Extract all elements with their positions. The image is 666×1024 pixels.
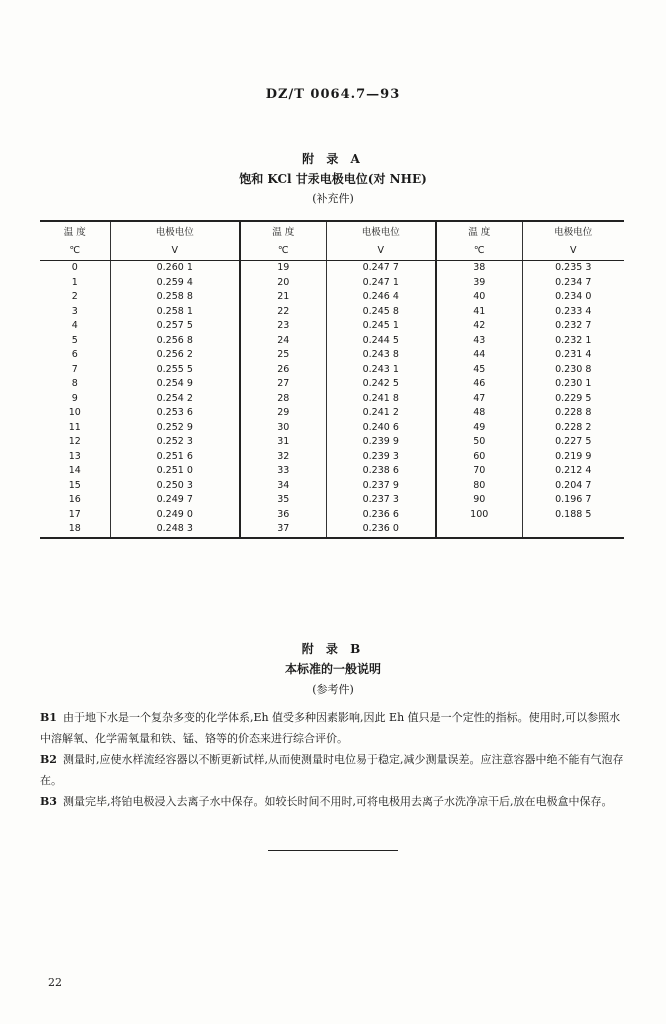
- table-row: [40, 464, 624, 479]
- temperature-cell: 25: [240, 348, 326, 363]
- potential-cell: 0.235 3: [522, 261, 624, 276]
- col-unit-temp: ℃: [40, 242, 110, 261]
- potential-cell: 0.231 4: [522, 348, 624, 363]
- temperature-cell: 34: [240, 479, 326, 494]
- electrode-potential-table: [40, 220, 624, 539]
- table-row: [40, 261, 624, 276]
- potential-cell: 0.260 1: [110, 261, 240, 276]
- potential-cell: 0.241 8: [326, 392, 436, 407]
- temperature-cell: 36: [240, 508, 326, 523]
- table-header-row: [40, 221, 624, 242]
- temperature-cell: 5: [71, 334, 78, 346]
- temperature-cell: 44: [436, 348, 522, 363]
- col-header-temp: 温 度: [436, 221, 522, 242]
- temperature-cell: 46: [436, 377, 522, 392]
- potential-cell: 0.256 8: [110, 334, 240, 349]
- paragraph-text: 测量时,应使水样流经容器以不断更新试样,从而使测量时电位易于稳定,减少测量误差。应注意容器中绝不能有气泡存在。: [40, 753, 624, 787]
- temperature-cell: 12: [68, 436, 81, 448]
- paragraph-label: B3: [40, 795, 57, 808]
- potential-cell: 0.247 1: [326, 276, 436, 291]
- potential-cell: 0.234 7: [522, 276, 624, 291]
- potential-cell: 0.255 5: [110, 363, 240, 378]
- temperature-cell: 13: [68, 450, 81, 462]
- temperature-cell: 26: [240, 363, 326, 378]
- potential-cell: 0.204 7: [522, 479, 624, 494]
- paragraph-b1: [40, 707, 630, 749]
- table-row: [40, 348, 624, 363]
- appendix-b-subtitle: 本标准的一般说明: [284, 662, 381, 676]
- col-header-potential: 电极电位: [110, 221, 240, 242]
- potential-cell: 0.259 4: [110, 276, 240, 291]
- appendix-a-note: (补充件): [312, 192, 354, 205]
- potential-cell: 0.239 3: [326, 450, 436, 465]
- temperature-cell: 23: [240, 319, 326, 334]
- temperature-cell: 6: [71, 349, 78, 361]
- potential-cell: 0.229 5: [522, 392, 624, 407]
- col-unit-potential: V: [522, 242, 624, 261]
- temperature-cell: 80: [436, 479, 522, 494]
- col-header-temp: 温 度: [240, 221, 326, 242]
- potential-cell: 0.253 6: [110, 406, 240, 421]
- temperature-cell: 4: [71, 320, 78, 332]
- appendix-a-subtitle: 饱和 KCl 甘汞电极电位(对 NHE): [239, 172, 427, 186]
- paragraph-label: B1: [40, 711, 57, 724]
- col-unit-temp: ℃: [240, 242, 326, 261]
- temperature-cell: 30: [240, 421, 326, 436]
- temperature-cell: 60: [436, 450, 522, 465]
- temperature-cell: 41: [436, 305, 522, 320]
- temperature-cell: 17: [68, 508, 81, 520]
- potential-cell: 0.188 5: [522, 508, 624, 523]
- page-number: 22: [48, 976, 62, 989]
- table-row: [40, 334, 624, 349]
- appendix-b-body: [40, 707, 630, 812]
- end-rule: [268, 850, 398, 851]
- table-row: [40, 305, 624, 320]
- table-row: [40, 363, 624, 378]
- potential-cell: 0.241 2: [326, 406, 436, 421]
- temperature-cell: 32: [240, 450, 326, 465]
- potential-cell: 0.258 8: [110, 290, 240, 305]
- temperature-cell: 31: [240, 435, 326, 450]
- appendix-b-title: 附 录 B: [301, 642, 365, 656]
- table-row: [40, 508, 624, 523]
- appendix-b-note: (参考件): [312, 683, 354, 696]
- potential-cell: 0.234 0: [522, 290, 624, 305]
- table-row: [40, 421, 624, 436]
- temperature-cell: 90: [436, 493, 522, 508]
- temperature-cell: 19: [240, 261, 326, 276]
- paragraph-text: 由于地下水是一个复杂多变的化学体系,Eh 值受多种因素影响,因此 Eh 值只是一个定性的指标。使用时,可以参照水中溶解氧、化学需氧量和铁、锰、铬等的价态来进行综合评价。: [40, 711, 621, 745]
- potential-cell: 0.212 4: [522, 464, 624, 479]
- temperature-cell: 10: [68, 407, 81, 419]
- col-header-potential: 电极电位: [522, 221, 624, 242]
- col-unit-potential: V: [110, 242, 240, 261]
- temperature-cell: 35: [240, 493, 326, 508]
- potential-cell: 0.232 1: [522, 334, 624, 349]
- potential-cell: 0.245 8: [326, 305, 436, 320]
- temperature-cell: 2: [71, 291, 78, 303]
- potential-cell: 0.230 1: [522, 377, 624, 392]
- table-row: [40, 406, 624, 421]
- col-unit-potential: V: [326, 242, 436, 261]
- table-row: [40, 450, 624, 465]
- potential-cell: 0.238 6: [326, 464, 436, 479]
- temperature-cell: 70: [436, 464, 522, 479]
- potential-cell: 0.219 9: [522, 450, 624, 465]
- potential-cell: 0.232 7: [522, 319, 624, 334]
- temperature-cell: 29: [240, 406, 326, 421]
- col-unit-temp: ℃: [436, 242, 522, 261]
- temperature-cell: 43: [436, 334, 522, 349]
- paragraph-b2: [40, 749, 630, 791]
- potential-cell: 0.228 2: [522, 421, 624, 436]
- temperature-cell: 7: [71, 363, 78, 375]
- potential-cell: 0.247 7: [326, 261, 436, 276]
- table-row: [40, 290, 624, 305]
- temperature-cell: 27: [240, 377, 326, 392]
- potential-cell: 0.257 5: [110, 319, 240, 334]
- temperature-cell: 37: [240, 522, 326, 538]
- temperature-cell: 100: [436, 508, 522, 523]
- potential-cell: 0.258 1: [110, 305, 240, 320]
- paragraph-b3: [40, 791, 630, 812]
- table-row: [40, 377, 624, 392]
- potential-cell: 0.251 0: [110, 464, 240, 479]
- potential-cell: 0.237 3: [326, 493, 436, 508]
- document-code: DZ/T 0064.7—93: [265, 87, 401, 102]
- potential-cell: 0.254 2: [110, 392, 240, 407]
- potential-cell: 0.196 7: [522, 493, 624, 508]
- temperature-cell: 40: [436, 290, 522, 305]
- temperature-cell: 8: [71, 378, 78, 390]
- temperature-cell: 45: [436, 363, 522, 378]
- temperature-cell: 49: [436, 421, 522, 436]
- potential-cell: 0.243 8: [326, 348, 436, 363]
- table-unit-row: [40, 242, 624, 261]
- table-row: [40, 319, 624, 334]
- temperature-cell: 24: [240, 334, 326, 349]
- potential-cell: 0.248 3: [110, 522, 240, 538]
- potential-cell: 0.240 6: [326, 421, 436, 436]
- table-row: [40, 435, 624, 450]
- potential-cell: 0.242 5: [326, 377, 436, 392]
- temperature-cell: 11: [68, 421, 81, 433]
- temperature-cell: [436, 522, 522, 538]
- table-row: [40, 522, 624, 538]
- temperature-cell: 16: [68, 494, 81, 506]
- temperature-cell: 20: [240, 276, 326, 291]
- col-header-temp: 温 度: [40, 221, 110, 242]
- paragraph-label: B2: [40, 753, 57, 766]
- temperature-cell: 47: [436, 392, 522, 407]
- potential-cell: 0.250 3: [110, 479, 240, 494]
- paragraph-text: 测量完毕,将铂电极浸入去离子水中保存。如较长时间不用时,可将电极用去离子水洗净凉干后,放在电极盒中保存。: [62, 795, 613, 808]
- temperature-cell: 42: [436, 319, 522, 334]
- potential-cell: 0.228 8: [522, 406, 624, 421]
- potential-cell: 0.254 9: [110, 377, 240, 392]
- potential-cell: 0.230 8: [522, 363, 624, 378]
- temperature-cell: 0: [71, 262, 78, 274]
- potential-cell: 0.243 1: [326, 363, 436, 378]
- potential-cell: 0.245 1: [326, 319, 436, 334]
- potential-cell: 0.244 5: [326, 334, 436, 349]
- temperature-cell: 22: [240, 305, 326, 320]
- table-row: [40, 493, 624, 508]
- temperature-cell: 18: [40, 522, 110, 538]
- potential-cell: 0.249 0: [110, 508, 240, 523]
- potential-cell: 0.246 4: [326, 290, 436, 305]
- potential-cell: 0.236 6: [326, 508, 436, 523]
- potential-cell: 0.249 7: [110, 493, 240, 508]
- potential-cell: 0.227 5: [522, 435, 624, 450]
- potential-cell: 0.251 6: [110, 450, 240, 465]
- appendix-a-title: 附 录 A: [302, 152, 364, 166]
- temperature-cell: 38: [436, 261, 522, 276]
- potential-cell: 0.237 9: [326, 479, 436, 494]
- temperature-cell: 14: [68, 465, 81, 477]
- potential-cell: 0.252 3: [110, 435, 240, 450]
- temperature-cell: 39: [436, 276, 522, 291]
- potential-cell: [522, 522, 624, 538]
- temperature-cell: 15: [68, 479, 81, 491]
- col-header-potential: 电极电位: [326, 221, 436, 242]
- table-row: [40, 276, 624, 291]
- potential-cell: 0.239 9: [326, 435, 436, 450]
- temperature-cell: 48: [436, 406, 522, 421]
- table-row: [40, 479, 624, 494]
- potential-cell: 0.236 0: [326, 522, 436, 538]
- temperature-cell: 21: [240, 290, 326, 305]
- potential-cell: 0.256 2: [110, 348, 240, 363]
- potential-cell: 0.233 4: [522, 305, 624, 320]
- temperature-cell: 1: [71, 276, 78, 288]
- potential-cell: 0.252 9: [110, 421, 240, 436]
- temperature-cell: 33: [240, 464, 326, 479]
- table-row: [40, 392, 624, 407]
- temperature-cell: 9: [71, 392, 78, 404]
- temperature-cell: 28: [240, 392, 326, 407]
- temperature-cell: 3: [71, 305, 78, 317]
- temperature-cell: 50: [436, 435, 522, 450]
